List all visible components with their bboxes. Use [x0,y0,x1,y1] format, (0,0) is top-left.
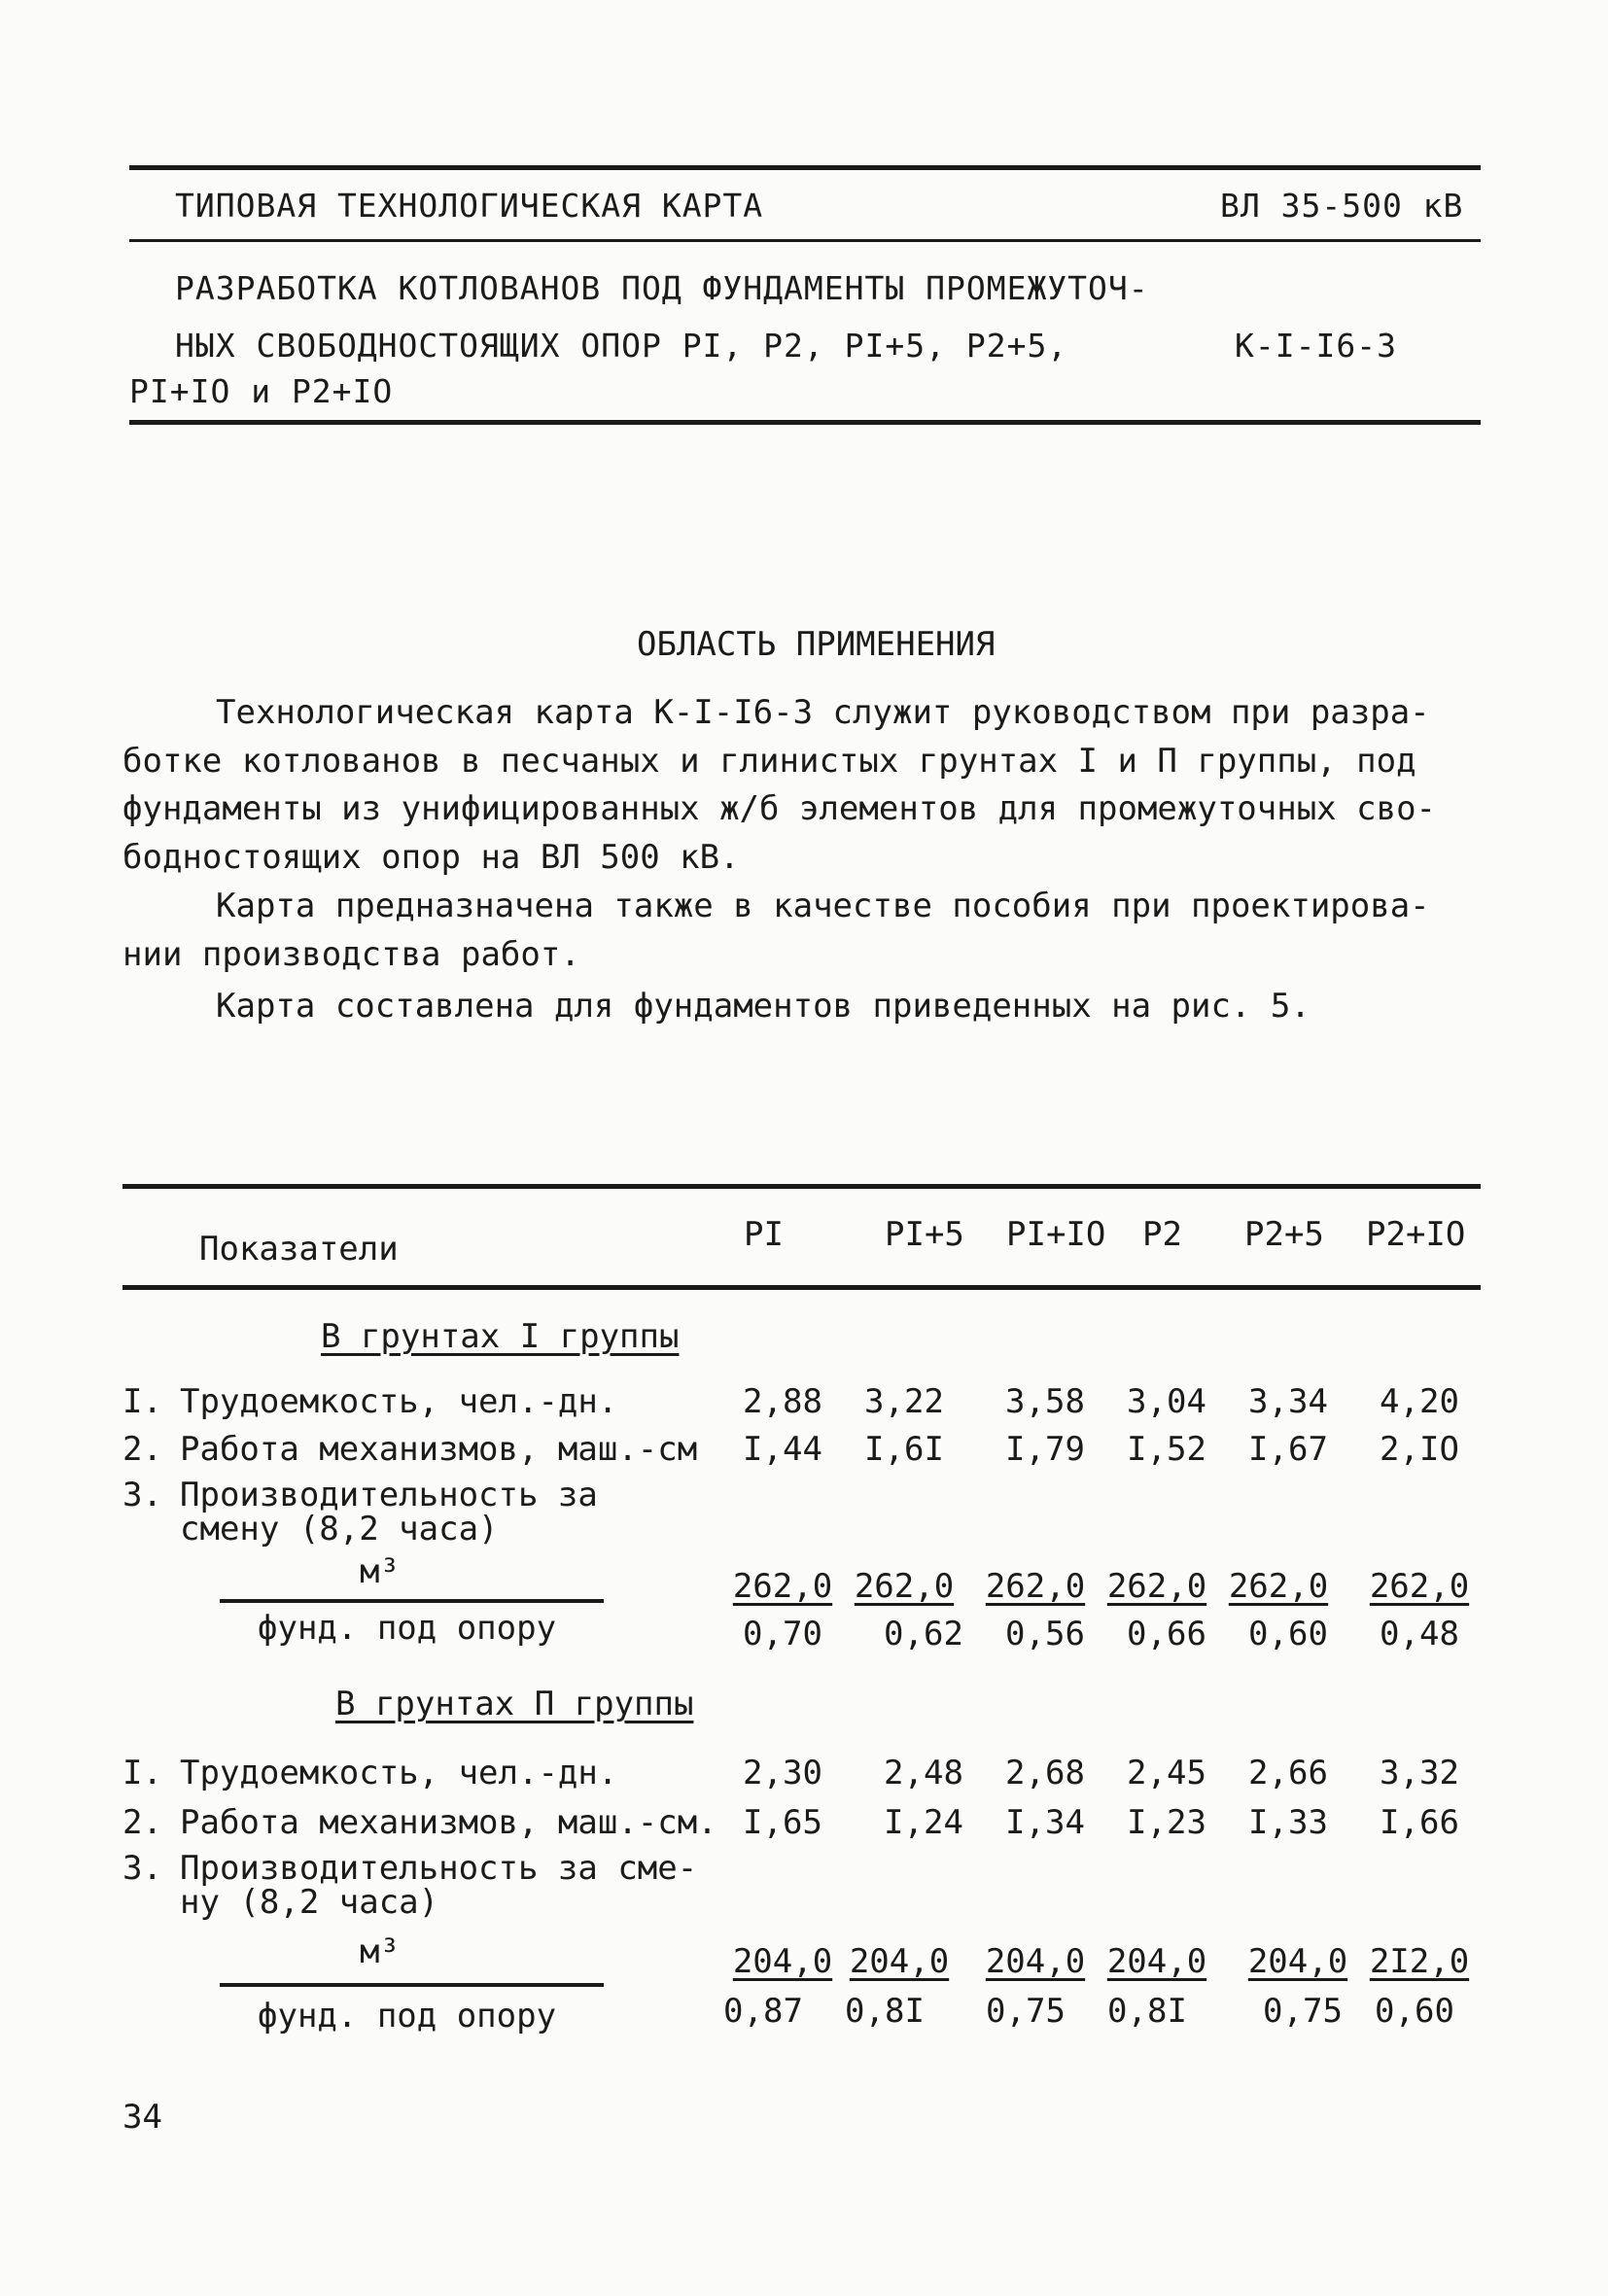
g2-bottom-v6: 0,60 [1375,1992,1454,2031]
table-top-rule [122,1184,1481,1189]
g2-bottom-v1: 0,87 [723,1992,803,2031]
g2-bottom-v2: 0,8I [845,1992,925,2031]
table-header-label: Показатели [199,1230,399,1269]
scope-line-1: Технологическая карта К-I-I6-3 служит руководством при разра- [216,693,1430,732]
g2-denominator-unit: фунд. под опору [258,1997,557,2035]
g2-row1-v6: 3,32 [1380,1754,1459,1792]
g1-row1-v5: 3,34 [1248,1382,1328,1421]
g1-bottom-v3: 0,56 [1005,1615,1085,1653]
g1-row3-label-2: смену (8,2 часа) [180,1510,499,1548]
g2-top-v2: 204,0 [849,1942,950,1981]
g2-bottom-v3: 0,75 [986,1992,1066,2031]
scope-line-4: бодностоящих опор на ВЛ 500 кВ. [122,838,740,877]
g2-bottom-v5: 0,75 [1263,1992,1343,2031]
g1-top-v1: 262,0 [732,1567,833,1606]
scope-line-2: ботке котлованов в песчаных и глинистых грунтах I и П группы, под [122,742,1416,781]
g2-top-v5: 204,0 [1247,1942,1348,1981]
col-header-pi: PI [744,1215,784,1254]
g1-row2-v3: I,79 [1005,1430,1085,1469]
g2-top-v1: 204,0 [732,1942,833,1981]
g2-row3-label-2: ну (8,2 часа) [180,1883,439,1922]
card-code: К-I-I6-3 [1235,327,1397,365]
g1-row2-v4: I,52 [1127,1430,1206,1469]
g1-row2-v2: I,6I [864,1430,944,1469]
col-header-p2: P2 [1142,1215,1182,1254]
g1-top-v3: 262,0 [985,1567,1086,1606]
g1-top-v5: 262,0 [1228,1567,1329,1606]
header-bottom-rule [129,420,1481,425]
table-header-rule [122,1285,1481,1290]
g2-row2-label: Работа механизмов, маш.-см. [180,1803,717,1842]
g2-top-v6: 2I2,0 [1369,1942,1470,1981]
g2-row1-v1: 2,30 [743,1754,822,1792]
g1-row1-label: Трудоемкость, чел.-дн. [180,1382,618,1421]
g1-bottom-v5: 0,60 [1248,1615,1328,1653]
g2-row2-v2: I,24 [884,1803,963,1842]
scope-line-6: нии производства работ. [122,935,580,974]
g2-fraction-line [220,1983,604,1987]
g1-fraction-line [220,1599,604,1603]
scope-line-3: фундаменты из унифицированных ж/б элементов для промежуточных сво- [122,789,1437,828]
g2-row1-label: Трудоемкость, чел.-дн. [180,1754,618,1792]
g1-row1-v4: 3,04 [1127,1382,1206,1421]
g2-bottom-v4: 0,8I [1107,1992,1187,2031]
g1-bottom-v1: 0,70 [743,1615,822,1653]
g2-row1-v5: 2,66 [1248,1754,1328,1792]
page-number: 34 [122,2098,162,2137]
g1-bottom-v2: 0,62 [884,1615,963,1653]
g1-row1-v3: 3,58 [1005,1382,1085,1421]
g2-row2-num: 2. [122,1803,162,1842]
scope-line-5: Карта предназначена также в качестве пособия при проектирова- [216,887,1430,925]
title-line-2: НЫХ СВОБОДНОСТОЯЩИХ ОПОР PI, P2, PI+5, P2+5, [175,327,1068,365]
g2-row2-v1: I,65 [743,1803,822,1842]
g2-row2-v6: I,66 [1380,1803,1459,1842]
group-2-title: В грунтах П группы [335,1685,694,1723]
g2-row2-v3: I,34 [1005,1803,1085,1842]
header-mid-rule [129,239,1481,242]
g2-row1-num: I. [122,1754,162,1792]
g1-row3-label-1: Производительность за [180,1476,598,1514]
g1-row1-v1: 2,88 [743,1382,822,1421]
g1-bottom-v4: 0,66 [1127,1615,1206,1653]
g2-row1-v3: 2,68 [1005,1754,1085,1792]
col-header-pi10: PI+IO [1006,1215,1106,1254]
g2-numerator-unit: м³ [360,1932,400,1971]
g1-row3-num: 3. [122,1476,162,1514]
g2-row3-label-1: Производительность за сме- [180,1849,698,1888]
g1-row1-v2: 3,22 [864,1382,944,1421]
title-line-1: РАЗРАБОТКА КОТЛОВАНОВ ПОД ФУНДАМЕНТЫ ПРОМЕЖУТОЧ- [175,269,1149,307]
g1-row2-v1: I,44 [743,1430,822,1469]
title-line-3: PI+IO и P2+IO [129,372,394,410]
group-1-title: В грунтах I группы [321,1317,680,1356]
scope-line-7: Карта составлена для фундаментов приведенных на рис. 5. [216,987,1311,1026]
doc-type: ТИПОВАЯ ТЕХНОЛОГИЧЕСКАЯ КАРТА [175,187,764,225]
g2-row1-v2: 2,48 [884,1754,963,1792]
g1-bottom-v6: 0,48 [1380,1615,1459,1653]
col-header-pi5: PI+5 [885,1215,964,1254]
g1-row2-label: Работа механизмов, маш.-см [180,1430,698,1469]
col-header-p210: P2+IO [1366,1215,1466,1254]
g2-top-v4: 204,0 [1106,1942,1207,1981]
g1-denominator-unit: фунд. под опору [258,1609,557,1648]
g2-row2-v4: I,23 [1127,1803,1206,1842]
g1-top-v4: 262,0 [1106,1567,1207,1606]
g1-row2-v5: I,67 [1248,1430,1328,1469]
g1-row1-num: I. [122,1382,162,1421]
g2-row2-v5: I,33 [1248,1803,1328,1842]
g1-top-v6: 262,0 [1369,1567,1470,1606]
g2-row1-v4: 2,45 [1127,1754,1206,1792]
g1-row1-v6: 4,20 [1380,1382,1459,1421]
scope-heading: ОБЛАСТЬ ПРИМЕНЕНИЯ [637,625,996,664]
g1-top-v2: 262,0 [854,1567,955,1606]
line-spec: ВЛ 35-500 кВ [1220,187,1464,225]
g2-row3-num: 3. [122,1849,162,1888]
g2-top-v3: 204,0 [985,1942,1086,1981]
g1-row2-v6: 2,IO [1380,1430,1459,1469]
header-top-rule [129,165,1481,170]
col-header-p25: P2+5 [1244,1215,1324,1254]
g1-numerator-unit: м³ [360,1552,400,1591]
g1-row2-num: 2. [122,1430,162,1469]
